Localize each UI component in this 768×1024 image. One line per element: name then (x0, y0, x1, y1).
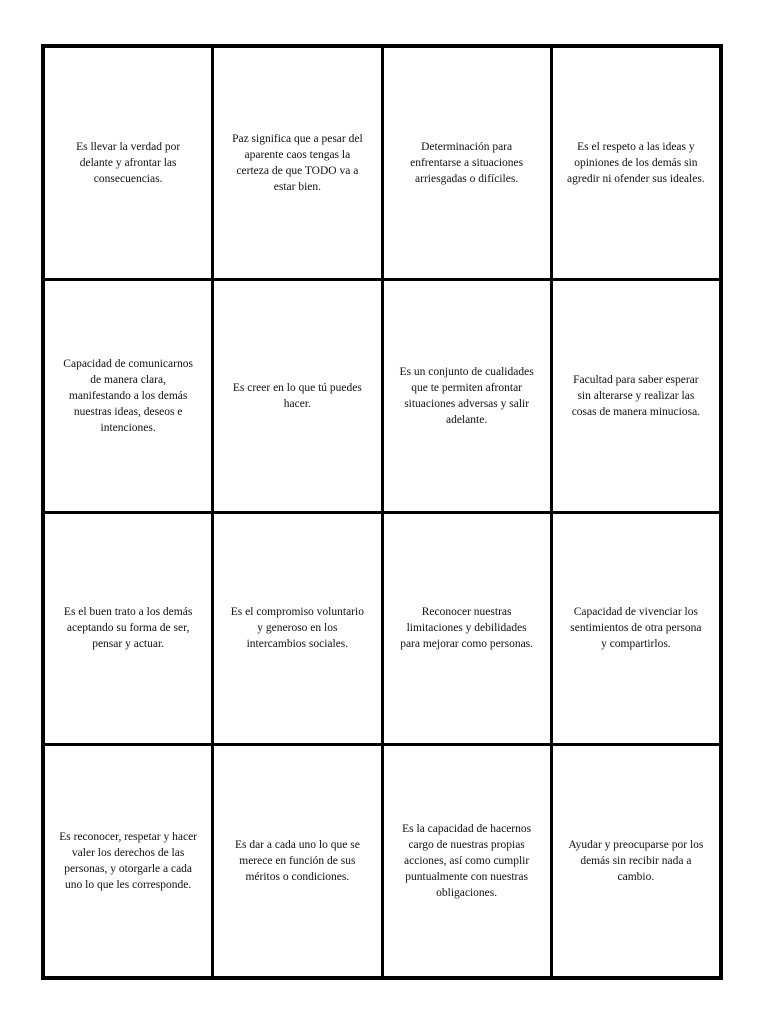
definition-card (553, 514, 719, 744)
definition-card (214, 514, 380, 744)
card-text: Es el respeto a las ideas y opiniones de los demás sin agredir ni ofender sus ideales. (567, 140, 705, 185)
definition-card (553, 48, 719, 278)
definition-card (553, 281, 719, 511)
card-text: Capacidad de vivenciar los sentimientos de otra persona y compartirlos. (570, 606, 702, 651)
card-text: Es llevar la verdad por delante y afrontar las consecuencias. (76, 140, 181, 185)
definition-card (214, 746, 380, 976)
definition-card (45, 514, 211, 744)
definition-card (384, 514, 550, 744)
definition-card (45, 746, 211, 976)
definition-card (45, 48, 211, 278)
card-text: Es dar a cada uno lo que se merece en función de sus méritos o condiciones. (234, 839, 360, 884)
card-grid (41, 44, 723, 980)
definition-card (384, 746, 550, 976)
card-text: Es creer en lo que tú puedes hacer. (232, 381, 362, 410)
card-text: Paz significa que a pesar del aparente caos tengas la certeza de que TODO va a estar bien. (232, 132, 363, 193)
card-text: Reconocer nuestras limitaciones y debilidades para mejorar como personas. (400, 606, 534, 651)
card-text: Es reconocer, respetar y hacer valer los derechos de las personas, y otorgarle a cada uno lo que les corresponde. (59, 831, 198, 892)
definition-card (384, 281, 550, 511)
definition-card (214, 48, 380, 278)
card-text: Determinación para enfrentarse a situaciones arriesgadas o difíciles. (410, 140, 524, 185)
card-text: Es un conjunto de cualidades que te permiten afrontar situaciones adversas y salir adelante. (399, 365, 534, 426)
definition-card (553, 746, 719, 976)
card-text: Es el buen trato a los demás aceptando su forma de ser, pensar y actuar. (63, 606, 193, 651)
card-text: Ayudar y preocuparse por los demás sin recibir nada a cambio. (568, 839, 704, 884)
definition-card (214, 281, 380, 511)
definition-card (45, 281, 211, 511)
card-text: Capacidad de comunicarnos de manera clara, manifestando a los demás nuestras ideas, deseos e intenciones. (63, 357, 193, 434)
card-text: Facultad para saber esperar sin alterarse y realizar las cosas de manera minuciosa. (571, 373, 701, 418)
definition-card (384, 48, 550, 278)
card-text: Es la capacidad de hacernos cargo de nuestras propias acciones, así como cumplir puntualmente con nuestras obligaciones. (402, 823, 532, 900)
card-text: Es el compromiso voluntario y generoso en los intercambios sociales. (230, 606, 364, 651)
